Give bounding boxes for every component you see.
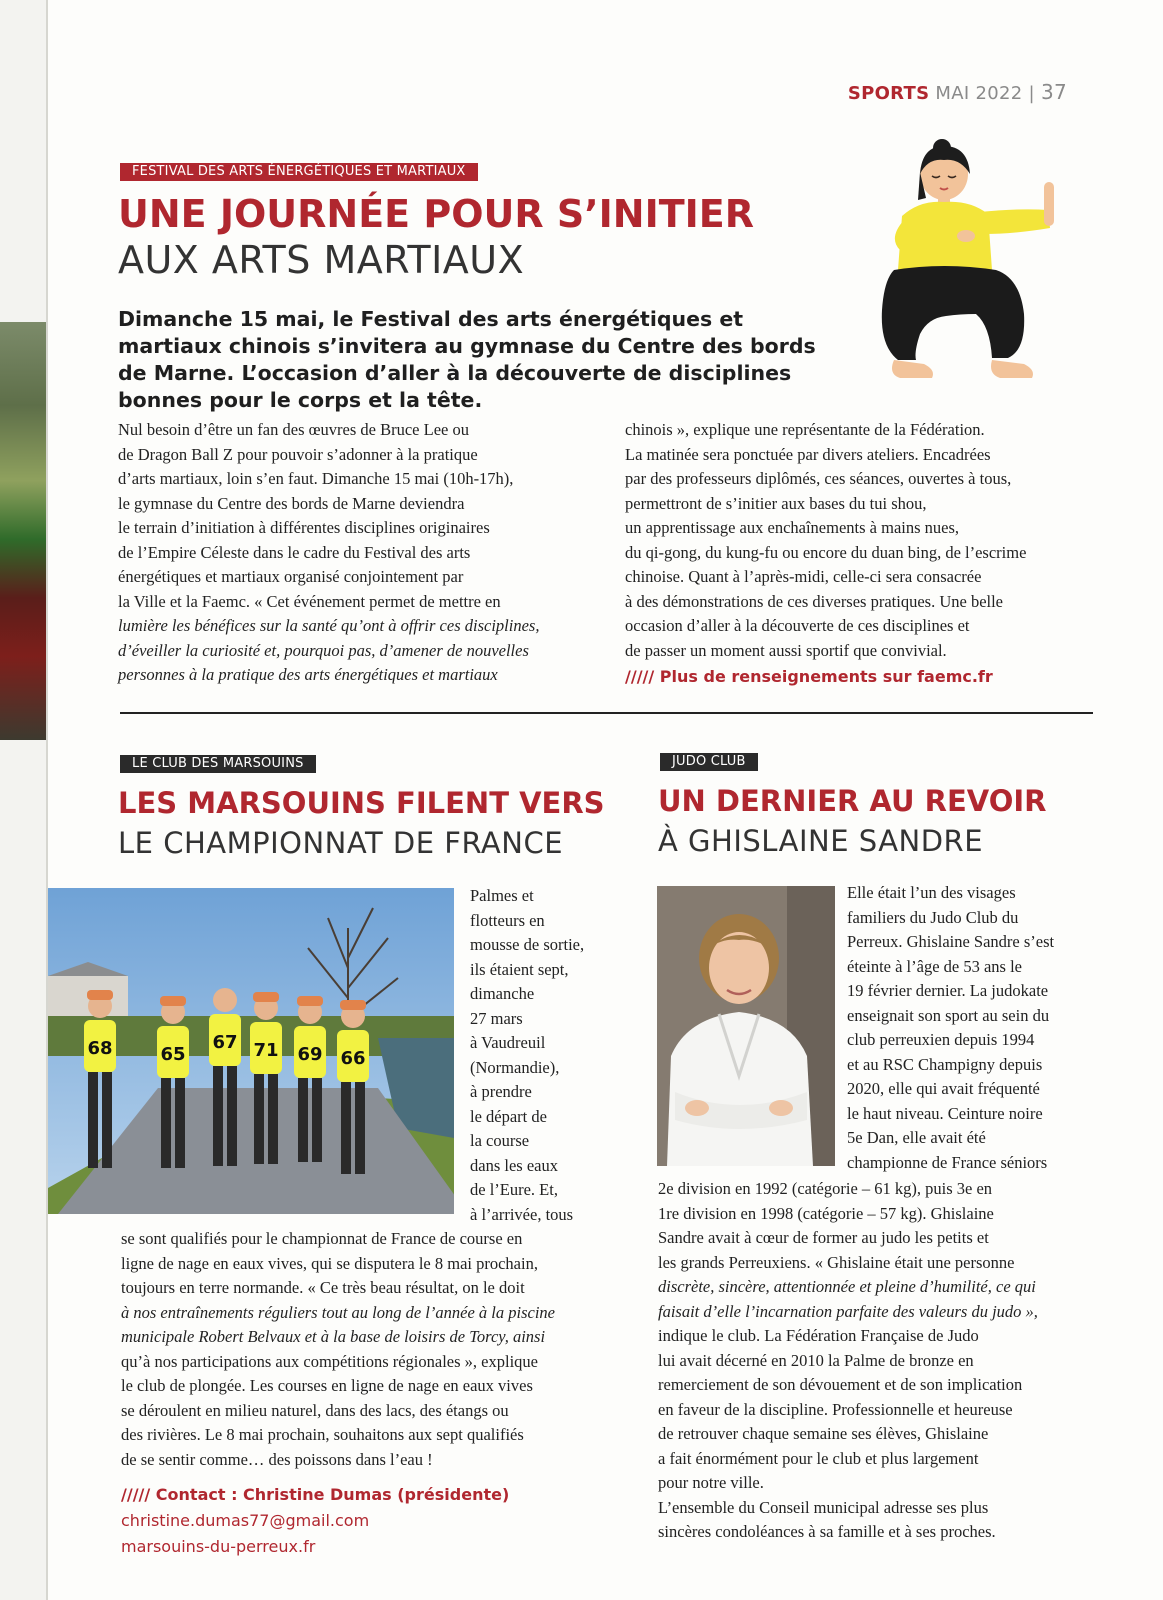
text-line: L’ensemble du Conseil municipal adresse ses plus bbox=[658, 1497, 989, 1517]
text-line: Elle était l’un des visages bbox=[847, 883, 1016, 902]
text-line: sincères condoléances à sa famille et à ses proches. bbox=[658, 1522, 996, 1541]
martial-artist-illustration bbox=[880, 138, 1080, 390]
article2-title: LES MARSOUINS FILENT VERS bbox=[118, 786, 605, 820]
text-line: à Vaudreuil bbox=[470, 1033, 546, 1052]
text-line: personnes à la pratique des arts énergétiques et martiaux bbox=[118, 665, 498, 684]
text-line: pour notre ville. bbox=[658, 1473, 764, 1492]
text-line: de se sentir comme… des poissons dans l’eau ! bbox=[121, 1449, 433, 1469]
bib-number-1: 68 bbox=[87, 1038, 113, 1059]
text-line: Nul besoin d’être un fan des œuvres de Bruce Lee ou bbox=[118, 420, 469, 439]
text-line: énergétiques et martiaux organisé conjointement par bbox=[118, 567, 464, 586]
text-line: permettront de s’initier aux bases du tui shou, bbox=[625, 493, 927, 513]
facing-page-photo-edge bbox=[0, 322, 48, 740]
text-line: 19 février dernier. La judokate bbox=[847, 981, 1049, 1000]
text-line: en faveur de la discipline. Professionnelle et heureuse bbox=[658, 1399, 1013, 1419]
text-line: se sont qualifiés pour le championnat de France de course en bbox=[121, 1229, 523, 1248]
text-line: lumière les bénéfices sur la santé qu’ont à offrir ces disciplines, bbox=[118, 616, 540, 635]
article1-more-info-link[interactable]: ///// Plus de renseignements sur faemc.fr bbox=[625, 667, 993, 686]
text-line: 5e Dan, elle avait été bbox=[847, 1128, 986, 1147]
text-line: 2020, elle qui avait fréquenté bbox=[847, 1079, 1040, 1098]
text-line: à l’arrivée, tous bbox=[470, 1204, 574, 1224]
text-line: le gymnase du Centre des bords de Marne deviendra bbox=[118, 493, 465, 513]
article1-column2 bbox=[625, 418, 1095, 663]
text-line: 2e division en 1992 (catégorie – 61 kg), puis 3e en bbox=[658, 1179, 993, 1198]
article2-subtitle: LE CHAMPIONNAT DE FRANCE bbox=[118, 826, 564, 860]
article3-side-column bbox=[847, 881, 1097, 1175]
text-line: dans les eaux bbox=[470, 1155, 558, 1175]
section-name: SPORTS bbox=[847, 83, 930, 104]
bib-number-5: 69 bbox=[297, 1044, 323, 1065]
text-line: et au RSC Champigny depuis bbox=[847, 1054, 1043, 1074]
text-line: le haut niveau. Ceinture noire bbox=[847, 1103, 1043, 1123]
text-line: 27 mars bbox=[470, 1008, 523, 1028]
article1-lede: Dimanche 15 mai, le Festival des arts énergétiques et martiaux chinois s’invitera au gymnase du Centre des bords de Marne. L’occasion d’aller à la découverte de disciplines bonnes pour le corps et la tête. bbox=[118, 307, 816, 412]
text-line: se déroulent en milieu naturel, dans des lacs, des étangs ou bbox=[121, 1400, 509, 1420]
text-line: des rivières. Le 8 mai prochain, souhaitons aux sept qualifiés bbox=[121, 1425, 524, 1444]
text-line: remerciement de son dévouement et de son implication bbox=[658, 1375, 1023, 1394]
text-line: faisait d’elle l’incarnation parfaite des valeurs du judo », bbox=[658, 1301, 1038, 1321]
article2-body bbox=[121, 1227, 621, 1472]
bib-number-4: 71 bbox=[253, 1040, 279, 1061]
article1-title: UNE JOURNÉE POUR S’INITIER bbox=[118, 192, 755, 236]
gutter-line bbox=[46, 0, 48, 1600]
text-line: de Dragon Ball Z pour pouvoir s’adonner à la pratique bbox=[118, 444, 478, 464]
article3-tag: JUDO CLUB bbox=[660, 753, 758, 771]
text-line: le départ de bbox=[470, 1106, 547, 1126]
running-head bbox=[848, 80, 1067, 104]
page-number: 37 bbox=[1040, 80, 1067, 104]
bib-number-3: 67 bbox=[212, 1032, 238, 1053]
article2-email-link[interactable]: christine.dumas77@gmail.com bbox=[121, 1511, 370, 1530]
text-line: chinois », explique une représentante de la Fédération. bbox=[625, 420, 985, 439]
text-line: du qi-gong, du kung-fu ou encore du duan bing, de l’escrime bbox=[625, 542, 1027, 562]
text-line: d’arts martiaux, loin s’en faut. Dimanche 15 mai (10h-17h), bbox=[118, 469, 514, 488]
text-line: (Normandie), bbox=[470, 1057, 560, 1077]
text-line: ligne de nage en eaux vives, qui se disputera le 8 mai prochain, bbox=[121, 1253, 538, 1273]
text-line: occasion d’aller à la découverte de ces disciplines et bbox=[625, 616, 970, 635]
text-line: Palmes et bbox=[470, 886, 534, 905]
text-line: éteinte à l’âge de 53 ans le bbox=[847, 956, 1022, 976]
page-gutter bbox=[0, 0, 48, 1600]
text-line: municipale Robert Belvaux et à la base de loisirs de Torcy, ainsi bbox=[121, 1327, 546, 1346]
text-line: à des démonstrations de ces diverses pratiques. Une belle bbox=[625, 591, 1004, 611]
article3-title: UN DERNIER AU REVOIR bbox=[658, 784, 1047, 818]
text-line: Perreux. Ghislaine Sandre s’est bbox=[847, 932, 1055, 951]
article2-tag: LE CLUB DES MARSOUINS bbox=[120, 755, 316, 773]
text-line: à prendre bbox=[470, 1082, 532, 1101]
bib-number-2: 65 bbox=[160, 1044, 186, 1065]
issue-month: MAI 2022 bbox=[935, 83, 1023, 104]
article1-column1 bbox=[118, 418, 588, 688]
text-line: flotteurs en bbox=[470, 910, 545, 930]
text-line: dimanche bbox=[470, 984, 535, 1003]
text-line: la course bbox=[470, 1131, 530, 1150]
text-line: de l’Eure. Et, bbox=[470, 1180, 558, 1199]
head-separator: | bbox=[1028, 83, 1035, 104]
ghislaine-sandre-portrait bbox=[657, 886, 835, 1166]
text-line: a fait énormément pour le club et plus largement bbox=[658, 1448, 979, 1468]
text-line: à nos entraînements réguliers tout au long de l’année à la piscine bbox=[121, 1302, 555, 1322]
section-divider bbox=[120, 712, 1093, 714]
text-line: qu’à nos participations aux compétitions régionales », explique bbox=[121, 1351, 538, 1371]
swimmers-team-photo bbox=[48, 888, 454, 1214]
text-line: ils étaient sept, bbox=[470, 959, 569, 979]
text-line: la Ville et la Faemc. « Cet événement permet de mettre en bbox=[118, 591, 501, 611]
text-line: familiers du Judo Club du bbox=[847, 907, 1019, 927]
article1-subtitle: AUX ARTS MARTIAUX bbox=[118, 238, 525, 282]
text-line: chinoise. Quant à l’après-midi, celle-ci sera consacrée bbox=[625, 567, 982, 586]
text-line: indique le club. La Fédération Française de Judo bbox=[658, 1326, 979, 1345]
text-line: toujours en terre normande. « Ce très beau résultat, on le doit bbox=[121, 1278, 525, 1297]
article3-subtitle: À GHISLAINE SANDRE bbox=[658, 824, 984, 858]
text-line: les grands Perreuxiens. « Ghislaine était une personne bbox=[658, 1252, 1015, 1272]
text-line: enseignait son sport au sein du bbox=[847, 1005, 1050, 1025]
text-line: Sandre avait à cœur de former au judo les petits et bbox=[658, 1228, 989, 1247]
article1-tag: FESTIVAL DES ARTS ÉNERGÉTIQUES ET MARTIAUX bbox=[120, 163, 478, 181]
text-line: d’éveiller la curiosité et, pourquoi pas, d’amener de nouvelles bbox=[118, 640, 529, 660]
text-line: discrète, sincère, attentionnée et pleine d’humilité, ce qui bbox=[658, 1277, 1036, 1296]
text-line: 1re division en 1998 (catégorie – 57 kg). Ghislaine bbox=[658, 1203, 994, 1223]
article3-body bbox=[658, 1177, 1098, 1545]
text-line: La matinée sera ponctuée par divers ateliers. Encadrées bbox=[625, 444, 991, 464]
bib-number-6: 66 bbox=[340, 1048, 366, 1069]
text-line: le club de plongée. Les courses en ligne de nage en eaux vives bbox=[121, 1376, 533, 1395]
text-line: lui avait décerné en 2010 la Palme de bronze en bbox=[658, 1350, 974, 1370]
text-line: mousse de sortie, bbox=[470, 935, 585, 954]
article2-contact: ///// Contact : Christine Dumas (présidente) bbox=[121, 1485, 510, 1504]
article2-side-column bbox=[470, 884, 620, 1227]
text-line: par des professeurs diplômés, ces séances, ouvertes à tous, bbox=[625, 469, 1012, 488]
text-line: de passer un moment aussi sportif que convivial. bbox=[625, 640, 947, 660]
text-line: de retrouver chaque semaine ses élèves, Ghislaine bbox=[658, 1424, 989, 1443]
text-line: club perreuxien depuis 1994 bbox=[847, 1030, 1035, 1049]
text-line: un apprentissage aux enchaînements à mains nues, bbox=[625, 518, 960, 537]
text-line: de l’Empire Céleste dans le cadre du Festival des arts bbox=[118, 542, 471, 562]
article2-website-link[interactable]: marsouins-du-perreux.fr bbox=[121, 1537, 316, 1556]
text-line: championne de France séniors bbox=[847, 1152, 1048, 1172]
text-line: le terrain d’initiation à différentes disciplines originaires bbox=[118, 518, 490, 537]
